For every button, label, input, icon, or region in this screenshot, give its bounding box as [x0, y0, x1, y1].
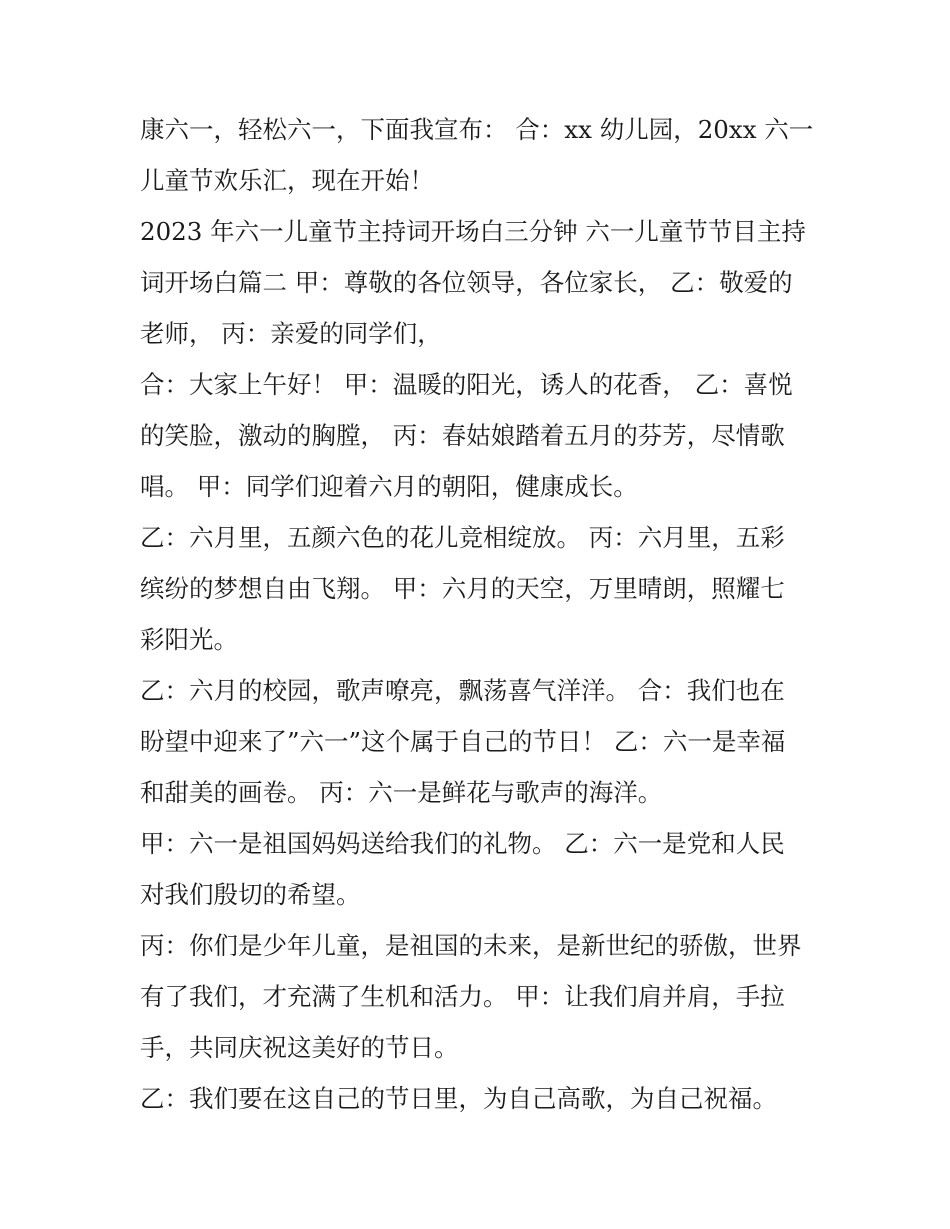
paragraph [140, 359, 815, 512]
text-line: 对我们殷切的希望。 [140, 880, 361, 909]
paragraph [140, 920, 815, 1073]
paragraph [140, 665, 815, 818]
paragraph [140, 512, 815, 665]
text-line: 康六一，轻松六一，下面我宣布： 合：xx 幼儿园，20xx 六一 [140, 115, 814, 144]
text-line: 老师， 丙：亲爱的同学们， [140, 319, 442, 348]
text-line: 词开场白篇二 甲：尊敬的各位领导，各位家长， 乙：敬爱的 [140, 268, 793, 297]
paragraph [140, 206, 815, 359]
text-line: 甲：六一是祖国妈妈送给我们的礼物。 乙：六一是党和人民 [140, 829, 785, 858]
text-line: 缤纷的梦想自由飞翔。 甲：六月的天空，万里晴朗，照耀七 [140, 574, 785, 603]
paragraph [140, 818, 815, 920]
text-line: 唱。 甲：同学们迎着六月的朝阳，健康成长。 [140, 472, 638, 501]
text-line: 彩阳光。 [140, 625, 238, 654]
text-line: 手，共同庆祝这美好的节日。 [140, 1033, 459, 1062]
paragraph [140, 1073, 815, 1124]
text-line: 丙：你们是少年儿童，是祖国的未来，是新世纪的骄傲，世界 [140, 931, 802, 960]
text-line: 合：大家上午好！ 甲：温暖的阳光，诱人的花香， 乙：喜悦 [140, 370, 793, 399]
text-line: 儿童节欢乐汇，现在开始！ [140, 166, 434, 195]
text-line: 的笑脸，激动的胸膛， 丙：春姑娘踏着五月的芬芳，尽情歌 [140, 421, 785, 450]
text-line: 盼望中迎来了”六一”这个属于自己的节日！ 乙：六一是幸福 [140, 727, 786, 756]
text-line: 2023 年六一儿童节主持词开场白三分钟 六一儿童节节目主持 [140, 217, 806, 246]
text-line: 有了我们，才充满了生机和活力。 甲：让我们肩并肩，手拉 [140, 982, 785, 1011]
paragraph [140, 104, 815, 206]
text-line: 乙：六月里，五颜六色的花儿竞相绽放。 丙：六月里，五彩 [140, 523, 785, 552]
text-line: 和甜美的画卷。 丙：六一是鲜花与歌声的海洋。 [140, 778, 663, 807]
document-body [140, 104, 815, 1124]
text-line: 乙：我们要在这自己的节日里，为自己高歌，为自己祝福。 [140, 1084, 777, 1113]
text-line: 乙：六月的校园，歌声嘹亮，飘荡喜气洋洋。 合：我们也在 [140, 676, 785, 705]
